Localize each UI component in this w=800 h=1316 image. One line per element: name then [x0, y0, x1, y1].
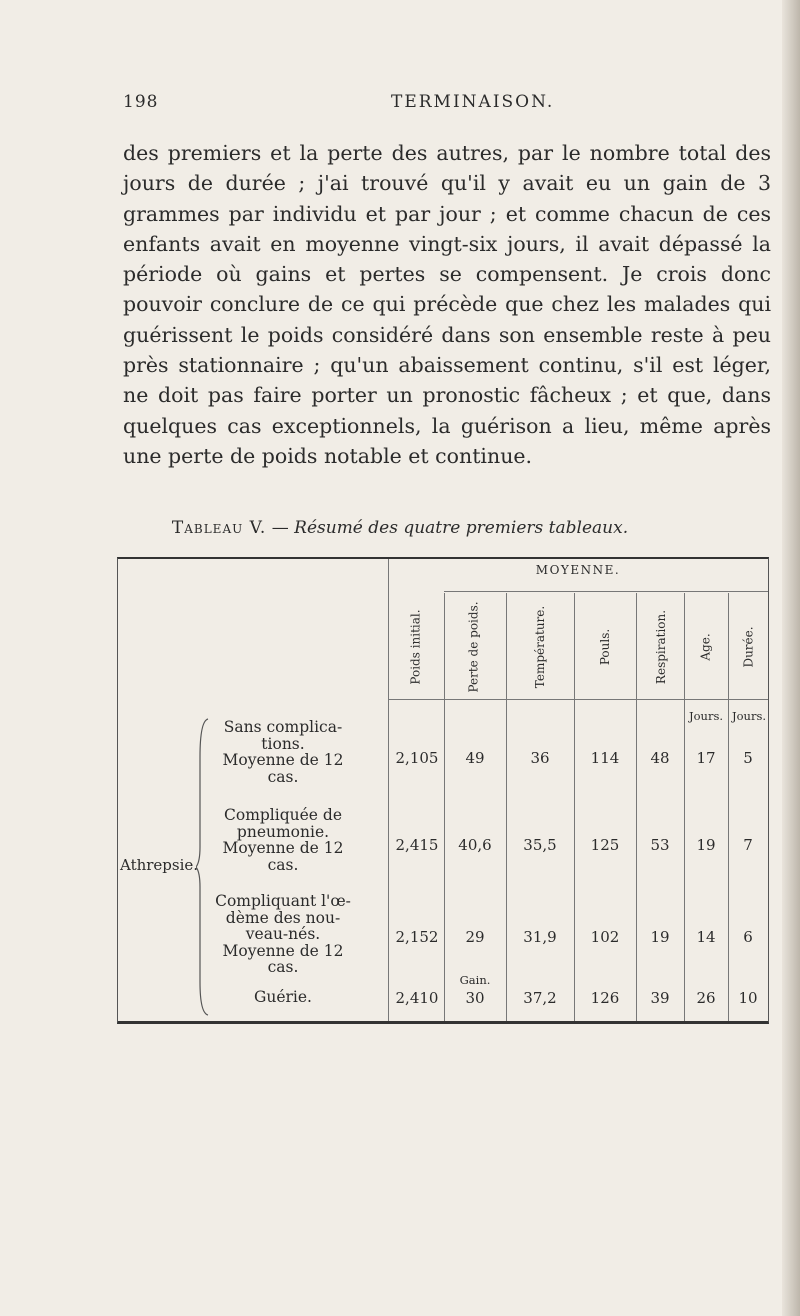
- cell-duree: 10: [738, 989, 758, 1007]
- cell-duree: 6: [743, 928, 753, 946]
- cell-age: 19: [696, 836, 716, 854]
- colhead-duree: Durée.: [741, 626, 756, 668]
- colhead-pouls: Pouls.: [597, 628, 612, 666]
- colhead-poids-initial: Poids initial.: [409, 609, 423, 685]
- row-label-sans-complications: Sans complica- tions. Moyenne de 12 cas.: [222, 718, 344, 786]
- cell-poids: 2,152: [395, 928, 439, 946]
- cell-poids: 2,410: [395, 989, 439, 1007]
- cell-temperature: 31,9: [523, 928, 557, 946]
- unit-age: Jours.: [689, 709, 723, 723]
- running-title: TERMINAISON.: [391, 92, 555, 112]
- colhead-age: Age.: [698, 633, 713, 661]
- cell-respiration: 19: [650, 928, 670, 946]
- group-rule: [444, 591, 768, 592]
- cell-pouls: 114: [590, 749, 620, 767]
- cell-perte: 40,6: [458, 836, 492, 854]
- cell-temperature: 37,2: [523, 989, 557, 1007]
- moyenne-header: MOYENNE.: [535, 563, 621, 577]
- header-rule: [388, 699, 768, 700]
- cell-pouls: 126: [590, 989, 620, 1007]
- paragraph-text: des premiers et la perte des autres, par le nombre total des jours de durée ; j'ai trouvé qu'il y avait eu un gain de 3 grammes par individu et par jour ; et comme chacun de ces enfants avait en moyenne vingt-six jours, il avait dépassé la période où gains et pertes se compensent. Je crois donc pouvoir conclure de ce qui précède que chez les malades qui guérissent le poids considéré dans son ensemble reste à peu près stationnaire ; qu'un abaissement continu, s'il est léger, ne doit pas faire porter un pronostic fâcheux ; et que, dans quelques cas exceptionnels, la guérison a lieu, même après une perte de poids notable et continue.: [123, 141, 771, 468]
- cell-duree: 5: [743, 749, 753, 767]
- page-edge: [782, 0, 800, 1316]
- col-divider: [444, 593, 445, 1021]
- body-paragraph: [123, 138, 771, 471]
- group-brace: [196, 717, 210, 1017]
- caption-label: Tableau V.: [171, 518, 267, 538]
- cell-poids: 2,415: [395, 836, 439, 854]
- colhead-respiration: Respiration.: [654, 609, 669, 685]
- table-caption: [0, 518, 800, 538]
- caption-title: Résumé des quatre premiers tableaux.: [294, 518, 629, 538]
- cell-perte: 29: [465, 928, 485, 946]
- unit-duree: Jours.: [732, 709, 766, 723]
- page-header: [123, 92, 760, 116]
- colhead-perte-de-poids: Perte de poids.: [467, 601, 482, 693]
- colhead-temperature: Température.: [533, 605, 547, 689]
- cell-perte-note: Gain.: [459, 973, 491, 987]
- cell-respiration: 48: [650, 749, 670, 767]
- row-label-guerie: Guérie.: [253, 988, 312, 1006]
- cell-perte: 30: [465, 989, 485, 1007]
- cell-pouls: 125: [590, 836, 620, 854]
- col-divider: [506, 593, 507, 1021]
- cell-poids: 2,105: [395, 749, 439, 767]
- cell-duree: 7: [743, 836, 753, 854]
- cell-temperature: 36: [530, 749, 550, 767]
- col-divider: [574, 593, 575, 1021]
- page-number: 198: [123, 92, 159, 112]
- summary-table: [117, 557, 769, 1024]
- cell-pouls: 102: [590, 928, 620, 946]
- caption-dash: —: [266, 518, 295, 538]
- row-label-oedeme: Compliquant l'œ- dème des nou- veau-nés. Moyenne de 12 cas.: [215, 892, 351, 976]
- cell-temperature: 35,5: [523, 836, 557, 854]
- cell-age: 14: [696, 928, 716, 946]
- row-label-pneumonie: Compliquée de pneumonie. Moyenne de 12 cas.: [222, 806, 344, 874]
- cell-respiration: 53: [650, 836, 670, 854]
- cell-age: 26: [696, 989, 716, 1007]
- group-label-athrepsie: Athrepsie.: [120, 856, 199, 874]
- cell-respiration: 39: [650, 989, 670, 1007]
- cell-perte: 49: [465, 749, 485, 767]
- cell-age: 17: [696, 749, 716, 767]
